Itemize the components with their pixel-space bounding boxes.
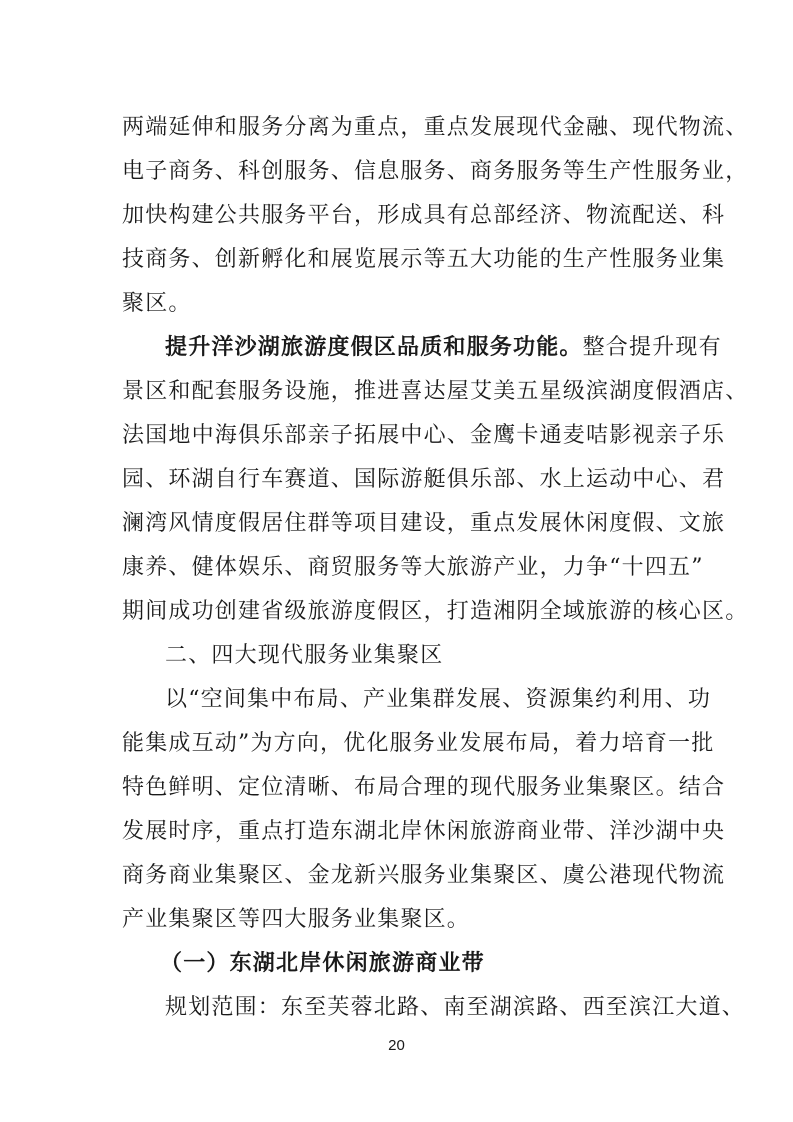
paragraph-3-line-6: 产业集聚区等四大服务业集聚区。 bbox=[122, 907, 471, 932]
paragraph-2-line-7: 期间成功创建省级旅游度假区，打造湘阴全域旅游的核心区。 bbox=[122, 599, 749, 624]
paragraph-2-line-5: 澜湾风情度假居住群等项目建设，重点发展休闲度假、文旅 bbox=[122, 511, 726, 536]
page-number: 20 bbox=[388, 1037, 405, 1054]
paragraph-3-line-2: 能集成互动”为方向，优化服务业发展布局，着力培育一批 bbox=[122, 731, 715, 756]
paragraph-3-line-1: 以“空间集中布局、产业集群发展、资源集约利用、功 bbox=[165, 687, 712, 712]
paragraph-2-bold-lead: 提升洋沙湖旅游度假区品质和服务功能。 bbox=[165, 335, 583, 360]
paragraph-2-line-4: 园、环湖自行车赛道、国际游艇俱乐部、水上运动中心、君 bbox=[122, 467, 726, 492]
paragraph-1-line-5: 聚区。 bbox=[122, 291, 192, 316]
paragraph-4-line-1: 规划范围：东至芙蓉北路、南至湖滨路、西至滨江大道、 bbox=[165, 995, 746, 1020]
paragraph-2-line-1 bbox=[165, 333, 722, 363]
paragraph-1-line-2: 电子商务、科创服务、信息服务、商务服务等生产性服务业， bbox=[122, 159, 749, 184]
paragraph-3-line-3: 特色鲜明、定位清晰、布局合理的现代服务业集聚区。结合 bbox=[122, 775, 726, 800]
paragraph-1-line-1: 两端延伸和服务分离为重点，重点发展现代金融、现代物流、 bbox=[122, 115, 749, 140]
paragraph-1-line-4: 技商务、创新孵化和展览展示等五大功能的生产性服务业集 bbox=[122, 247, 726, 272]
paragraph-2-line-3: 法国地中海俱乐部亲子拓展中心、金鹰卡通麦咭影视亲子乐 bbox=[122, 423, 726, 448]
subsection-heading: （一）东湖北岸休闲旅游商业带 bbox=[160, 951, 485, 976]
section-heading: 二、四大现代服务业集聚区 bbox=[165, 643, 444, 668]
paragraph-2-lead-rest: 整合提升现有 bbox=[582, 335, 722, 360]
paragraph-2-line-6: 康养、健体娱乐、商贸服务等大旅游产业，力争“十四五” bbox=[122, 555, 704, 580]
paragraph-2-line-2: 景区和配套服务设施，推进喜达屋艾美五星级滨湖度假酒店、 bbox=[122, 379, 749, 404]
paragraph-3-line-5: 商务商业集聚区、金龙新兴服务业集聚区、虞公港现代物流 bbox=[122, 863, 726, 888]
paragraph-3-line-4: 发展时序，重点打造东湖北岸休闲旅游商业带、洋沙湖中央 bbox=[122, 819, 726, 844]
paragraph-1-line-3: 加快构建公共服务平台，形成具有总部经济、物流配送、科 bbox=[122, 203, 726, 228]
